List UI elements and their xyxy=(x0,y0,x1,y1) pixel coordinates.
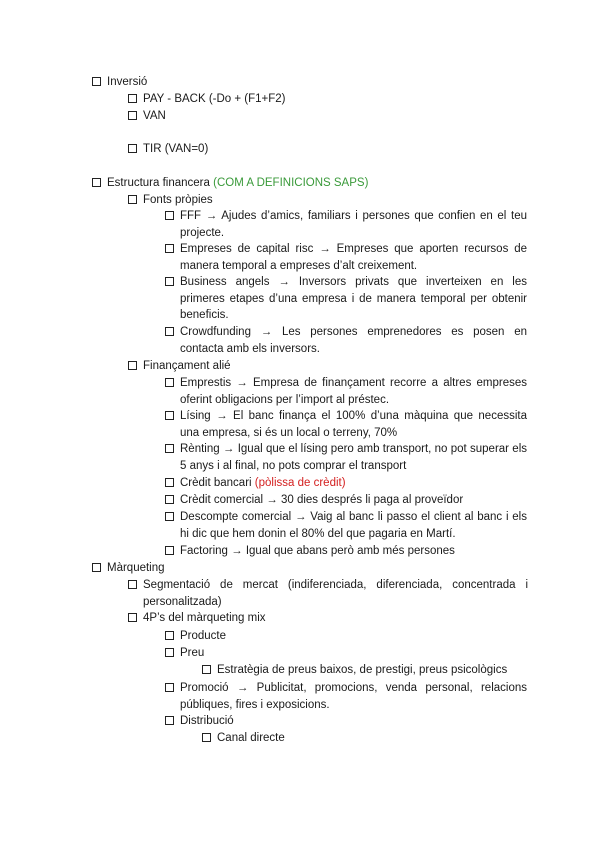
checkbox-icon[interactable] xyxy=(128,94,137,103)
item-text: Segmentació de mercat (indiferenciada, diferenciada, concentrada i personalitzada) xyxy=(143,579,528,608)
item-text: PAY - BACK (-Do + (F1+F2) xyxy=(143,93,286,105)
item-text: VAN xyxy=(143,110,166,122)
list-item-estrategia-preus xyxy=(202,662,532,679)
list-item-crowdfunding xyxy=(165,324,527,357)
checkbox-icon[interactable] xyxy=(202,733,211,742)
list-item-segmentacio xyxy=(128,577,528,610)
checkbox-icon[interactable] xyxy=(165,211,174,220)
list-item-distribucio xyxy=(165,713,527,730)
list-item-descompte-comercial xyxy=(165,509,527,542)
item-text: Finançament alié xyxy=(143,360,231,372)
checkbox-icon[interactable] xyxy=(165,444,174,453)
checkbox-icon[interactable] xyxy=(128,195,137,204)
item-text: Inversió xyxy=(107,76,148,88)
list-item-promocio xyxy=(165,680,527,713)
checkbox-icon[interactable] xyxy=(202,665,211,674)
checkbox-icon[interactable] xyxy=(92,178,101,187)
list-item-financament-alie xyxy=(128,358,528,375)
list-item-emprestis xyxy=(165,375,527,408)
list-item-credit-comercial xyxy=(165,492,527,509)
item-text: Business angels → Inversors privats que inverteixen en les primeres etapes d’una empresa i de manera temporal per obtenir beneficis. xyxy=(180,276,527,321)
item-text: Distribució xyxy=(180,715,234,727)
checkbox-icon[interactable] xyxy=(165,277,174,286)
checkbox-icon[interactable] xyxy=(128,144,137,153)
checkbox-icon[interactable] xyxy=(165,546,174,555)
list-item-canal-directe xyxy=(202,730,532,747)
checkbox-icon[interactable] xyxy=(128,111,137,120)
item-text: Estratègia de preus baixos, de prestigi, preus psicològics xyxy=(217,664,508,676)
item-text: Crèdit comercial → 30 dies després li paga al proveïdor xyxy=(180,494,464,506)
checkbox-icon[interactable] xyxy=(165,648,174,657)
credit-note: (pòlissa de crèdit) xyxy=(254,477,346,489)
item-text: Descompte comercial → Vaig al banc li passo el client al banc i els hi dic que hem donin el 80% del que pagaria en Martí. xyxy=(180,511,527,540)
checkbox-icon[interactable] xyxy=(128,613,137,622)
list-item-fonts-propies xyxy=(128,192,528,209)
item-text: Canal directe xyxy=(217,732,285,744)
list-item-4ps xyxy=(128,610,528,627)
list-item-payback xyxy=(128,91,528,108)
item-text xyxy=(180,475,346,492)
item-text: Rènting → Igual que el lísing pero amb transport, no pot superar els 5 anys i al final, no pots comprar el transport xyxy=(180,443,527,472)
list-item-preu xyxy=(165,645,527,662)
item-text: Fonts pròpies xyxy=(143,194,213,206)
checkbox-icon[interactable] xyxy=(165,716,174,725)
checkbox-icon[interactable] xyxy=(165,411,174,420)
list-item-inversio xyxy=(92,74,532,91)
list-item-marqueting xyxy=(92,560,532,577)
item-text: Producte xyxy=(180,630,227,642)
checkbox-icon[interactable] xyxy=(92,563,101,572)
list-item-factoring xyxy=(165,543,527,560)
list-item-fff xyxy=(165,208,527,241)
list-item-lising xyxy=(165,408,527,441)
list-item-estructura-financera xyxy=(92,175,532,192)
section-title: Estructura financera xyxy=(107,177,210,189)
item-text: FFF → Ajudes d’amics, familiars i persones que confien en el teu projecte. xyxy=(180,210,527,239)
item-text: Lísing → El banc finança el 100% d’una màquina que necessita una empresa, si és un local o terreny, 70% xyxy=(180,410,527,439)
checkbox-icon[interactable] xyxy=(165,631,174,640)
checkbox-icon[interactable] xyxy=(165,495,174,504)
list-item-producte xyxy=(165,628,527,645)
item-text: Factoring → Igual que abans però amb més persones xyxy=(180,545,455,557)
item-text: Preu xyxy=(180,647,205,659)
checkbox-icon[interactable] xyxy=(165,327,174,336)
item-text: Màrqueting xyxy=(107,562,165,574)
list-item-tir xyxy=(128,141,528,158)
list-item-van xyxy=(128,108,528,125)
checkbox-icon[interactable] xyxy=(165,244,174,253)
item-text: Crowdfunding → Les persones emprenedores es posen en contacta amb els inversors. xyxy=(180,326,527,355)
checkbox-icon[interactable] xyxy=(128,361,137,370)
item-text: TIR (VAN=0) xyxy=(143,143,209,155)
list-item-credit-bancari xyxy=(165,475,527,492)
item-text: 4P’s del màrqueting mix xyxy=(143,612,266,624)
checkbox-icon[interactable] xyxy=(165,378,174,387)
checkbox-icon[interactable] xyxy=(165,478,174,487)
item-text: Empreses de capital risc → Empreses que aporten recursos de manera temporal a empreses d’alt creixement. xyxy=(180,243,527,272)
item-text: Promoció → Publicitat, promocions, venda personal, relacions públiques, fires i exposicions. xyxy=(180,682,527,711)
checkbox-icon[interactable] xyxy=(165,683,174,692)
item-text xyxy=(107,175,368,192)
section-note: (COM A DEFINICIONS SAPS) xyxy=(213,177,369,189)
credit-bancari-label: Crèdit bancari xyxy=(180,477,252,489)
list-item-capital-risc xyxy=(165,241,527,274)
checkbox-icon[interactable] xyxy=(128,580,137,589)
list-item-renting xyxy=(165,441,527,474)
list-item-business-angels xyxy=(165,274,527,324)
checkbox-icon[interactable] xyxy=(92,77,101,86)
checkbox-icon[interactable] xyxy=(165,512,174,521)
item-text: Emprestis → Empresa de finançament recorre a altres empreses oferint obligacions per l’import al préstec. xyxy=(180,377,527,406)
